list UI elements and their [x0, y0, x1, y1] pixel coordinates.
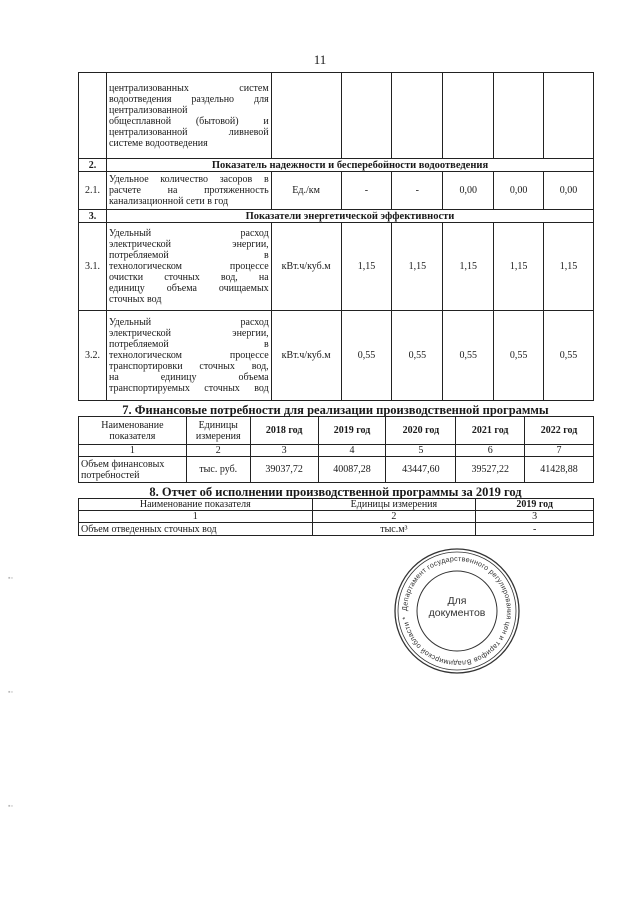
value-cell: 0,00 — [544, 172, 594, 210]
column-header: Наименование показателя — [79, 499, 313, 511]
column-header: Единицы измерения — [186, 417, 250, 445]
value-cell: 0,55 — [494, 311, 544, 401]
indicator-name: Удельный расход электрической энергии, потребляемой в технологическом процессе очистки сточных вод, на единицу объема очищаемых сточных вод — [106, 223, 271, 311]
indicator-name: Объем финансовых потребностей — [79, 457, 187, 483]
column-header: Единицы измерения — [312, 499, 476, 511]
index-cell: 2 — [312, 511, 476, 523]
round-stamp — [392, 546, 522, 676]
execution-report-table — [78, 498, 594, 536]
column-header: Наименование показателя — [79, 417, 187, 445]
value-cell: 0,55 — [544, 311, 594, 401]
value-cell: 1,15 — [494, 223, 544, 311]
table-row — [79, 73, 594, 159]
column-header: 2019 год — [476, 499, 594, 511]
index-cell: 1 — [79, 511, 313, 523]
index-cell: 6 — [456, 445, 525, 457]
table-row — [79, 311, 594, 401]
index-cell: 3 — [250, 445, 318, 457]
table-header-row — [79, 417, 594, 445]
section-8-title: 8. Отчет об исполнении производственной программы за 2019 год — [149, 485, 522, 499]
column-header: 2021 год — [456, 417, 525, 445]
indicator-name: Удельное количество засоров в расчете на протяженность канализационной сети в год — [106, 172, 271, 210]
index-cell: 3 — [476, 511, 594, 523]
value-cell: 39037,72 — [250, 457, 318, 483]
value-cell: 1,15 — [341, 223, 392, 311]
index-cell: 4 — [318, 445, 386, 457]
column-header: 2022 год — [525, 417, 594, 445]
value-cell: 39527,22 — [456, 457, 525, 483]
indicator-name: централизованных систем водоотведения раздельно для централизованной общесплавной (бытовой) и централизованной ливневой системе водоотведения — [106, 73, 271, 159]
unit-cell: Ед./км — [271, 172, 341, 210]
table-row — [79, 523, 594, 536]
value-cell: 0,00 — [494, 172, 544, 210]
row-number — [79, 73, 107, 159]
value-cell: 0,00 — [443, 172, 494, 210]
stamp-center-text: Для документов — [428, 595, 486, 619]
index-cell: 5 — [386, 445, 456, 457]
section-header-row — [79, 159, 594, 172]
column-header: 2019 год — [318, 417, 386, 445]
table-header-row — [79, 499, 594, 511]
section-number: 2. — [79, 159, 107, 172]
value-cell: - — [476, 523, 594, 536]
section-header-row — [79, 210, 594, 223]
table-row — [79, 457, 594, 483]
unit-cell: кВт.ч/куб.м — [271, 223, 341, 311]
page-number: 11 — [313, 52, 327, 67]
table-row — [79, 223, 594, 311]
unit-cell: тыс.м³ — [312, 523, 476, 536]
financial-needs-table — [78, 416, 594, 483]
unit-cell: кВт.ч/куб.м — [271, 311, 341, 401]
index-row — [79, 445, 594, 457]
value-cell: 0,55 — [341, 311, 392, 401]
section-7-title: 7. Финансовые потребности для реализации производственной программы — [122, 403, 549, 417]
index-cell: 7 — [525, 445, 594, 457]
value-cell: 40087,28 — [318, 457, 386, 483]
value-cell: 1,15 — [544, 223, 594, 311]
row-number: 3.2. — [79, 311, 107, 401]
index-row — [79, 511, 594, 523]
section-number: 3. — [79, 210, 107, 223]
value-cell: - — [392, 172, 443, 210]
value-cell: 41428,88 — [525, 457, 594, 483]
scan-mark: ▪▫ — [8, 688, 13, 696]
scan-mark: ▪▫ — [8, 574, 13, 582]
scan-mark: ▪▫ — [8, 802, 13, 810]
value-cell: 1,15 — [443, 223, 494, 311]
indicators-table — [78, 72, 594, 401]
row-number: 2.1. — [79, 172, 107, 210]
column-header: 2020 год — [386, 417, 456, 445]
section-title: Показатели энергетической эффективности — [106, 210, 593, 223]
value-cell: 0,55 — [443, 311, 494, 401]
indicator-name: Объем отведенных сточных вод — [79, 523, 313, 536]
stamp-ring-text: Департамент государственного регулирования цен и тарифов Владимирской области * — [399, 553, 515, 669]
section-title: Показатель надежности и бесперебойности водоотведения — [106, 159, 593, 172]
value-cell: - — [341, 172, 392, 210]
column-header: 2018 год — [250, 417, 318, 445]
value-cell: 43447,60 — [386, 457, 456, 483]
table-row — [79, 172, 594, 210]
index-cell: 2 — [186, 445, 250, 457]
index-cell: 1 — [79, 445, 187, 457]
value-cell: 0,55 — [392, 311, 443, 401]
row-number: 3.1. — [79, 223, 107, 311]
indicator-name: Удельный расход электрической энергии, потребляемой в технологическом процессе транспортировки сточных вод, на единицу объема транспортируемых сточных вод — [106, 311, 271, 401]
unit-cell: тыс. руб. — [186, 457, 250, 483]
value-cell: 1,15 — [392, 223, 443, 311]
